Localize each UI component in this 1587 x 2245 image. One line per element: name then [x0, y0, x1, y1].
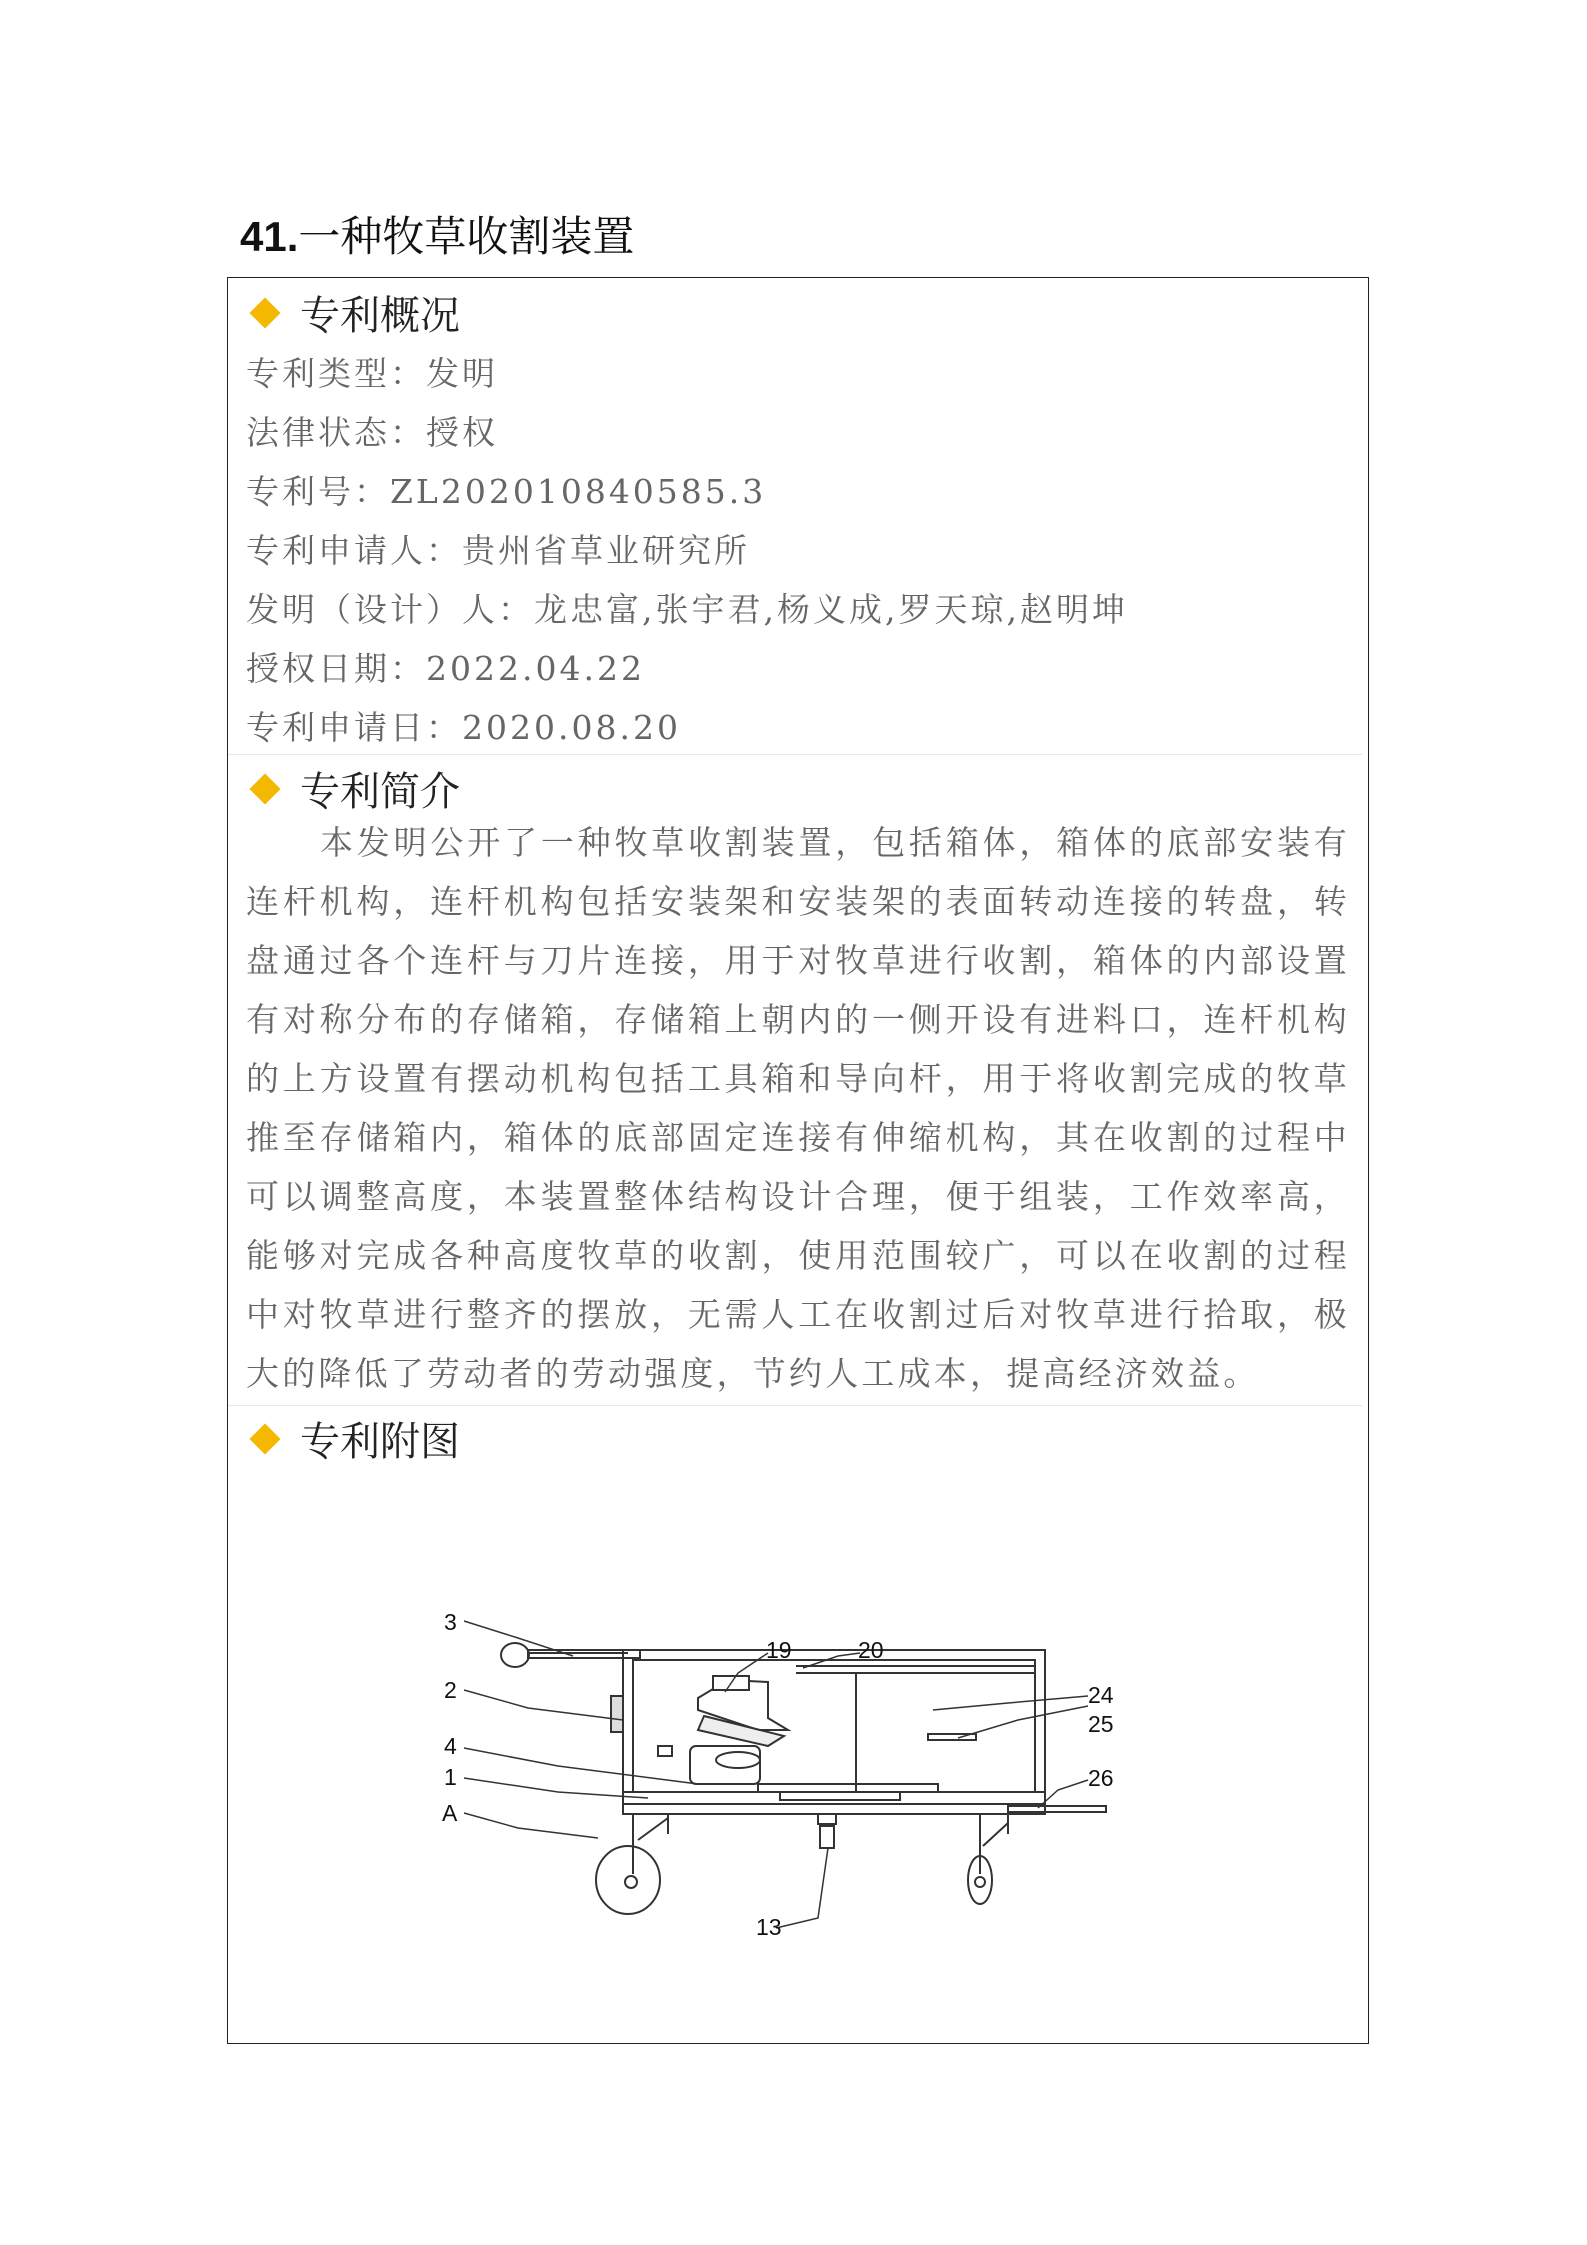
- section-figure-title: 专利附图: [300, 1419, 460, 1465]
- title-text: 一种牧草收割装置: [298, 212, 635, 261]
- figure-label-A: A: [442, 1800, 458, 1826]
- abstract-paragraph: 本发明公开了一种牧草收割装置，包括箱体，箱体的底部安装有连杆机构，连杆机构包括安装架和安装架的表面转动连接的转盘，转盘通过各个连杆与刀片连接，用于对牧草进行收割，箱体的内部设置有对称分布的存储箱，存储箱上朝内的一侧开设有进料口，连杆机构的上方设置有摆动机构包括工具箱和导向杆，用于将收割完成的牧草推至存储箱内，箱体的底部固定连接有伸缩机构，其在收割的过程中可以调整高度，本装置整体结构设计合理，便于组装，工作效率高，能够对完成各种高度牧草的收割，使用范围较广，可以在收割的过程中对牧草进行整齐的摆放，无需人工在收割过后对牧草进行拾取，极大的降低了劳动者的劳动强度，节约人工成本，提高经济效益。: [246, 823, 1350, 1393]
- title-number: 41.: [240, 213, 299, 260]
- field-patent-type: 专利类型：发明: [246, 354, 498, 393]
- figure-label-4: 4: [444, 1733, 457, 1759]
- field-legal-status: 法律状态：授权: [246, 413, 498, 452]
- figure-label-13: 13: [756, 1914, 782, 1940]
- section-overview-title: 专利概况: [300, 293, 460, 339]
- field-applicant: 专利申请人：贵州省草业研究所: [246, 531, 750, 570]
- figure-label-3: 3: [444, 1609, 457, 1635]
- page-title: [240, 204, 634, 264]
- figure-label-24: 24: [1088, 1682, 1114, 1708]
- patent-drawing: [228, 278, 1368, 2043]
- section-summary-title: 专利简介: [300, 769, 460, 815]
- field-inventors: 发明（设计）人：龙忠富,张宇君,杨义成,罗天琼,赵明坤: [246, 590, 1128, 629]
- field-patent-number: 专利号：ZL202010840585.3: [246, 472, 767, 511]
- figure-label-25: 25: [1088, 1711, 1114, 1737]
- figure-label-26: 26: [1088, 1765, 1114, 1791]
- figure-label-2: 2: [444, 1677, 457, 1703]
- field-application-date: 专利申请日：2020.08.20: [246, 708, 681, 747]
- figure-label-1: 1: [444, 1764, 457, 1790]
- figure-label-19: 19: [766, 1637, 792, 1663]
- field-grant-date: 授权日期：2022.04.22: [246, 649, 645, 688]
- figure-label-20: 20: [858, 1637, 884, 1663]
- patent-card: [227, 277, 1369, 2044]
